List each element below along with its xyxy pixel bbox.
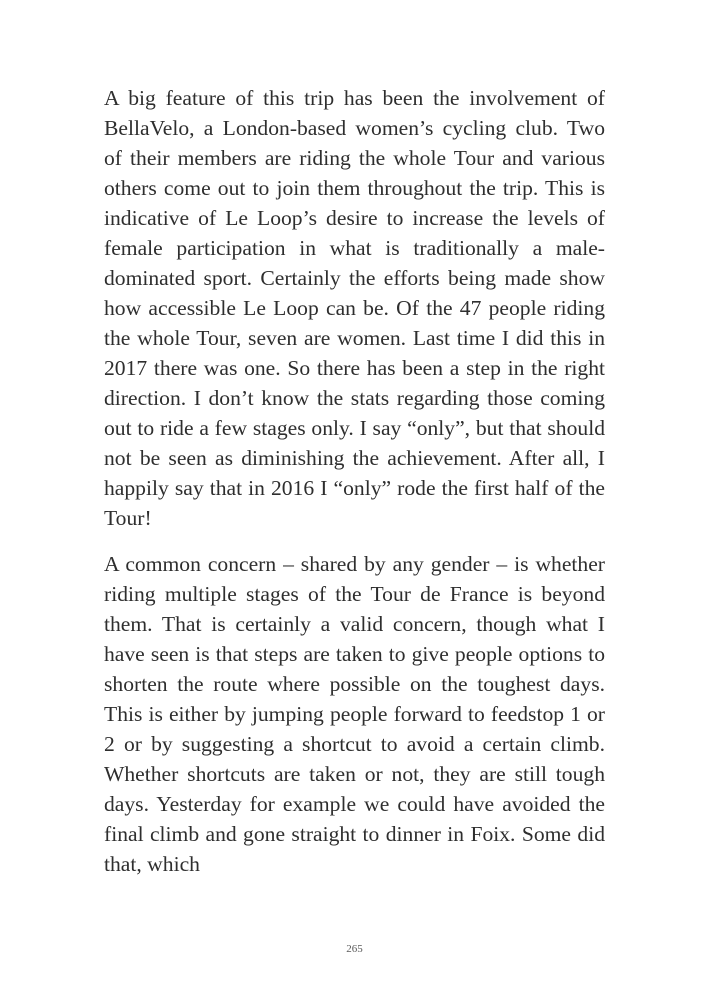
- page-number: 265: [346, 943, 363, 955]
- paragraph-1: A big feature of this trip has been the involvement of BellaVelo, a London-based women’s cycling club. Two of their members are riding the whole Tour and various others come out to join them throughout the trip. This is indicative of Le Loop’s desire to increase the levels of female participation in what is traditionally a male-dominated sport. Certainly the efforts being made show how accessible Le Loop can be. Of the 47 people riding the whole Tour, seven are women. Last time I did this in 2017 there was one. So there has been a step in the right direction. I don’t know the stats regarding those coming out to ride a few stages only. I say “only”, but that should not be seen as diminishing the achievement. After all, I happily say that in 2016 I “only” rode the first half of the Tour!: [104, 86, 605, 530]
- body-text: [104, 83, 605, 879]
- paragraph-2: A common concern – shared by any gender – is whether riding multiple stages of the Tour de France is beyond them. That is certainly a valid concern, though what I have seen is that steps are taken to give people options to shorten the route where possible on the toughest days. This is either by jumping people forward to feedstop 1 or 2 or by suggesting a shortcut to avoid a certain climb. Whether shortcuts are taken or not, they are still tough days. Yesterday for example we could have avoided the final climb and gone straight to dinner in Foix. Some did that, which: [104, 552, 605, 876]
